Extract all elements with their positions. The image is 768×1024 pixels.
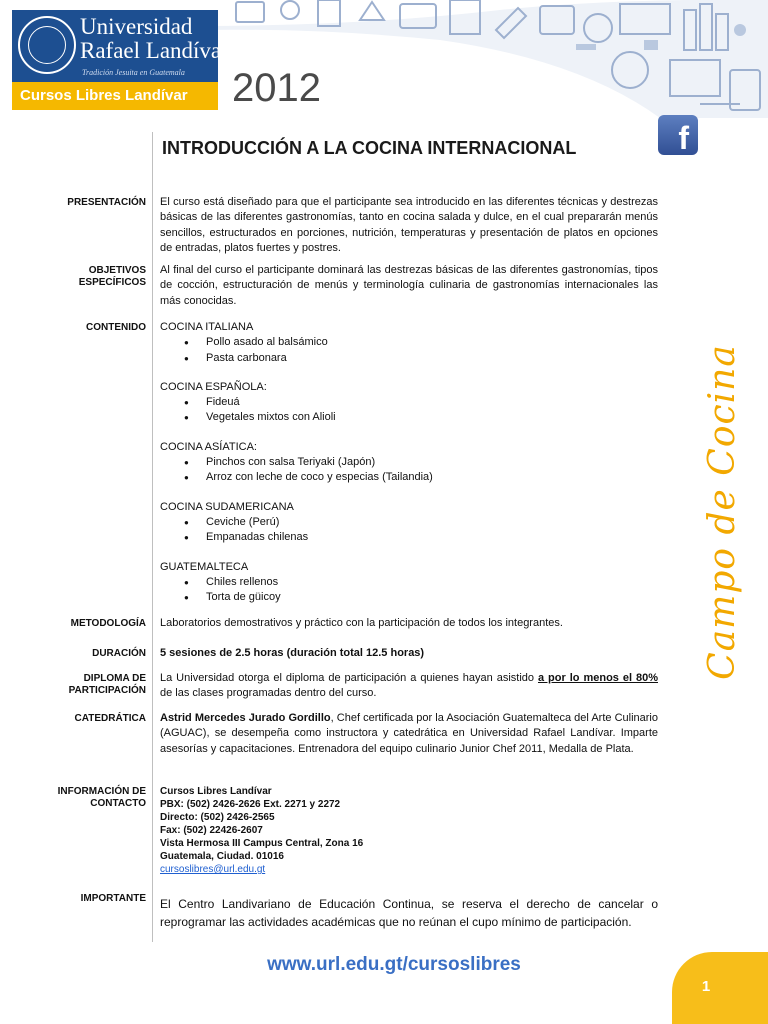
year-label: 2012 — [232, 66, 321, 110]
list-item: ● Empanadas chilenas — [184, 530, 658, 545]
list-item: ● Arroz con leche de coco y especias (Tailandia) — [184, 470, 658, 485]
side-title: Campo de Cocina — [702, 344, 743, 680]
diploma-label: DIPLOMA DE PARTICIPACIÓN — [68, 673, 146, 696]
catedratica-label: CATEDRÁTICA — [74, 713, 146, 724]
instructor-name: Astrid Mercedes Jurado Gordillo — [160, 712, 331, 724]
presentacion-label: PRESENTACIÓN — [67, 197, 146, 208]
category-italiana: COCINA ITALIANA ● Pollo asado al balsámico ● Pasta carbonara — [160, 320, 658, 366]
contacto-block — [160, 785, 658, 876]
list-item: ● Chiles rellenos — [184, 575, 658, 590]
contact-line: Vista Hermosa III Campus Central, Zona 16 — [160, 838, 364, 849]
program-name: Cursos Libres Landívar — [12, 82, 218, 110]
list-item: ● Torta de güicoy — [184, 590, 658, 605]
contact-line: Cursos Libres Landívar — [160, 786, 272, 797]
university-seal-icon — [18, 16, 76, 74]
university-name: Universidad Rafael Landívar — [80, 14, 229, 63]
importante-label: IMPORTANTE — [80, 893, 146, 904]
objetivos-text: Al final del curso el participante dominará las destrezas básicas de las diferentes gastronomías, tipos de cocción, estructuración de menús y terminología culinaria de gastronomías internacionales las más conocidas. — [160, 264, 658, 307]
contact-email-link[interactable]: cursoslibres@url.edu.gt — [160, 864, 266, 875]
objetivos-label: OBJETIVOS ESPECÍFICOS — [78, 265, 146, 288]
page-number: 1 — [701, 978, 711, 995]
university-logo[interactable] — [12, 10, 229, 110]
contact-line: PBX: (502) 2426-2626 Ext. 2271 y 2272 — [160, 799, 341, 810]
contenido-label: CONTENIDO — [86, 322, 146, 333]
website-link[interactable]: www.url.edu.gt/cursoslibres — [267, 954, 521, 975]
course-title: INTRODUCCIÓN A LA COCINA INTERNACIONAL — [162, 138, 577, 158]
presentacion-text: El curso está diseñado para que el participante sea introducido en las diferentes técnicas y destrezas básicas de las diferentes gastronomías, tanto en cocina salada y dulce, en el cual prepararán menús sencillos, estructurados en porciones, nutrición, temperaturas y presentación de platos en opciones de entradas, platos fuertes y postres. — [160, 196, 658, 254]
section-divider — [152, 132, 153, 942]
attendance-requirement: a por lo menos el 80% — [537, 672, 658, 684]
contenido-list — [160, 320, 658, 605]
list-item: ● Pollo asado al balsámico — [184, 335, 658, 350]
diploma-text: La Universidad otorga el diploma de participación a quienes hayan asistido a por lo menos el 80% de las clases programadas dentro del curso. — [160, 672, 658, 700]
duracion-label: DURACIÓN — [92, 648, 146, 659]
category-espanola: COCINA ESPAÑOLA: ● Fideuá ● Vegetales mixtos con Alioli — [160, 380, 658, 426]
contact-line: Fax: (502) 22426-2607 — [160, 825, 263, 836]
facebook-icon[interactable]: f — [658, 115, 698, 155]
list-item: ● Pinchos con salsa Teriyaki (Japón) — [184, 455, 658, 470]
university-tagline: Tradición Jesuita en Guatemala — [82, 68, 185, 77]
category-guatemalteca: GUATEMALTECA ● Chiles rellenos ● Torta de güicoy — [160, 560, 658, 606]
category-asiatica: COCINA ASÍATICA: ● Pinchos con salsa Teriyaki (Japón) ● Arroz con leche de coco y especias (Tailandia) — [160, 440, 658, 486]
importante-text: El Centro Landivariano de Educación Continua, se reserva el derecho de cancelar o reprogramar las actividades académicas que no reúnan el cupo mínimo de participación. — [160, 897, 658, 929]
contact-line: Guatemala, Ciudad. 01016 — [160, 851, 284, 862]
duracion-text: 5 sesiones de 2.5 horas (duración total 12.5 horas) — [160, 647, 425, 659]
category-sudamericana: COCINA SUDAMERICANA ● Ceviche (Perú) ● Empanadas chilenas — [160, 500, 658, 546]
contact-line: Directo: (502) 2426-2565 — [160, 812, 275, 823]
list-item: ● Vegetales mixtos con Alioli — [184, 410, 658, 425]
list-item: ● Pasta carbonara — [184, 351, 658, 366]
page-number-badge — [672, 952, 768, 1024]
list-item: ● Fideuá — [184, 395, 658, 410]
catedratica-text: Astrid Mercedes Jurado Gordillo, Chef certificada por la Asociación Guatemalteca del Arte Culinario (AGUAC), se desempeña como instructora y catedrática en Universidad Rafael Landívar. Imparte asesorías y capacitaciones. Entrenadora del equipo culinario Junior Chef 2011, Medalla de Plata. — [160, 712, 658, 755]
metodologia-label: METODOLOGÍA — [70, 618, 146, 629]
contacto-label: INFORMACIÓN DE CONTACTO — [57, 786, 146, 809]
metodologia-text: Laboratorios demostrativos y práctico con la participación de todos los integrantes. — [160, 617, 563, 629]
list-item: ● Ceviche (Perú) — [184, 515, 658, 530]
